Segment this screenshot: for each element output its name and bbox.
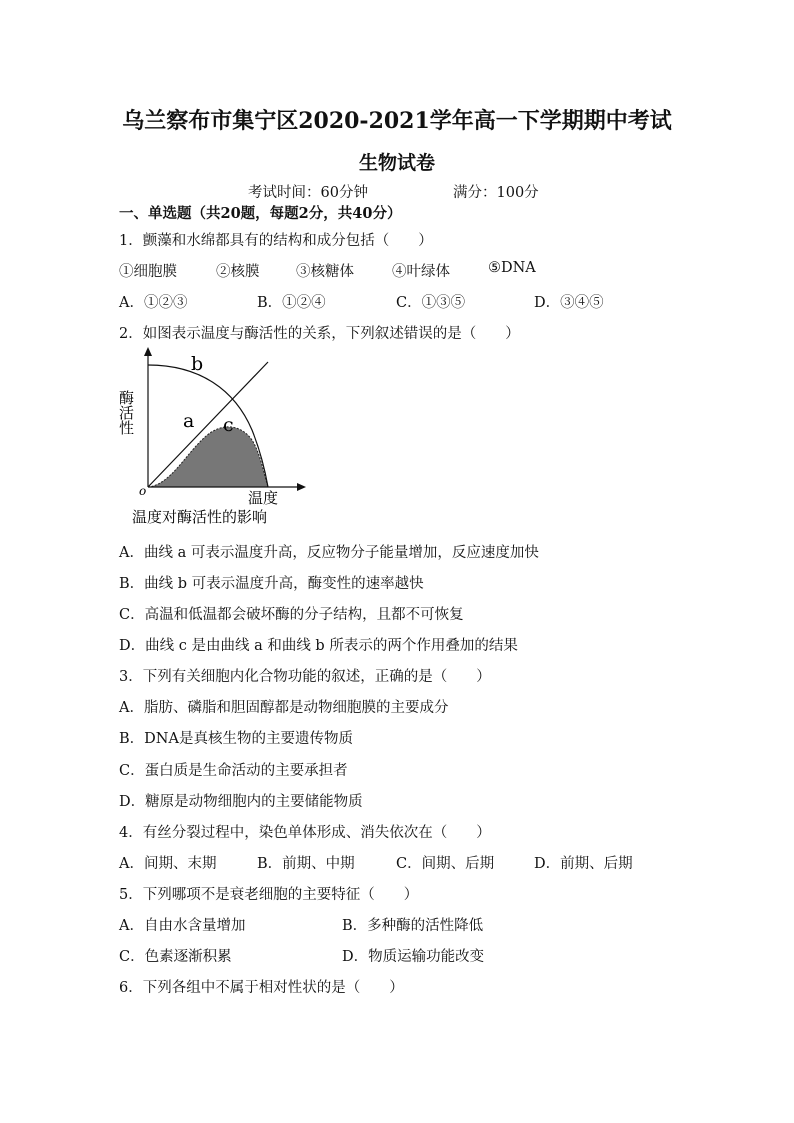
q3-option-d: D．糖原是动物细胞内的主要储能物质 <box>119 794 363 810</box>
q3-option-c: C．蛋白质是生命活动的主要承担者 <box>119 763 348 779</box>
q2-option-d: D．曲线 c 是由曲线 a 和曲线 b 所表示的两个作用叠加的结果 <box>119 638 518 654</box>
q1-item: ⑤DNA <box>488 260 536 276</box>
q1-item: ④叶绿体 <box>392 264 450 280</box>
curve-c-area <box>148 427 268 487</box>
q4-option-d: D．前期、后期 <box>534 856 633 872</box>
q5-option-b: B．多种酶的活性降低 <box>342 918 484 934</box>
question-5-stem: 5．下列哪项不是衰老细胞的主要特征（ ） <box>119 887 419 903</box>
q5-option-a: A．自由水含量增加 <box>119 918 246 934</box>
q5-option-d: D．物质运输功能改变 <box>342 949 485 965</box>
exam-time: 考试时间：60分钟 <box>248 185 368 201</box>
q1-item: ③核糖体 <box>296 264 354 280</box>
q2-option-c: C．高温和低温都会破坏酶的分子结构，且都不可恢复 <box>119 607 464 623</box>
q4-option-a: A．间期、末期 <box>119 856 217 872</box>
curve-b-label: b <box>191 353 204 375</box>
q1-item: ②核膜 <box>216 264 260 280</box>
x-axis-label: 温度 <box>248 489 279 507</box>
q3-option-b: B．DNA是真核生物的主要遗传物质 <box>119 731 353 747</box>
y-axis-label: 酶活性 <box>117 390 135 435</box>
q1-option-b: B．①②④ <box>257 295 326 311</box>
q1-item: ①细胞膜 <box>119 264 177 280</box>
full-score: 满分：100分 <box>453 185 539 201</box>
q4-option-c: C．间期、后期 <box>396 856 495 872</box>
question-3-stem: 3．下列有关细胞内化合物功能的叙述，正确的是（ ） <box>119 669 491 685</box>
origin-label: o <box>139 484 147 498</box>
q3-option-a: A．脂肪、磷脂和胆固醇都是动物细胞膜的主要成分 <box>119 700 449 716</box>
q1-option-a: A．①②③ <box>119 295 188 311</box>
y-axis-arrow <box>144 347 152 356</box>
x-axis-arrow <box>297 483 306 491</box>
figure-caption: 温度对酶活性的影响 <box>132 508 268 526</box>
section-header: 一、单选题（共20题，每题2分，共40分） <box>119 205 402 222</box>
q2-option-a: A．曲线 a 可表示温度升高，反应物分子能量增加，反应速度加快 <box>119 545 539 561</box>
exam-title: 乌兰察布市集宁区2020-2021学年高一下学期期中考试 <box>122 108 672 134</box>
curve-c-label: c <box>223 414 234 436</box>
curve-a-label: a <box>183 410 195 432</box>
q4-option-b: B．前期、中期 <box>257 856 355 872</box>
q5-option-c: C．色素逐渐积累 <box>119 949 232 965</box>
q1-option-c: C．①③⑤ <box>396 295 466 311</box>
question-4-stem: 4．有丝分裂过程中，染色单体形成、消失依次在（ ） <box>119 825 491 841</box>
question-2-stem: 2．如图表示温度与酶活性的关系，下列叙述错误的是（ ） <box>119 326 520 342</box>
question-1-stem: 1．颤藻和水绵都具有的结构和成分包括（ ） <box>119 233 433 249</box>
subject-title: 生物试卷 <box>358 152 435 174</box>
question-6-stem: 6．下列各组中不属于相对性状的是（ ） <box>119 980 404 996</box>
q1-option-d: D．③④⑤ <box>534 295 604 311</box>
enzyme-temperature-figure <box>115 345 315 530</box>
q2-option-b: B．曲线 b 可表示温度升高，酶变性的速率越快 <box>119 576 424 592</box>
